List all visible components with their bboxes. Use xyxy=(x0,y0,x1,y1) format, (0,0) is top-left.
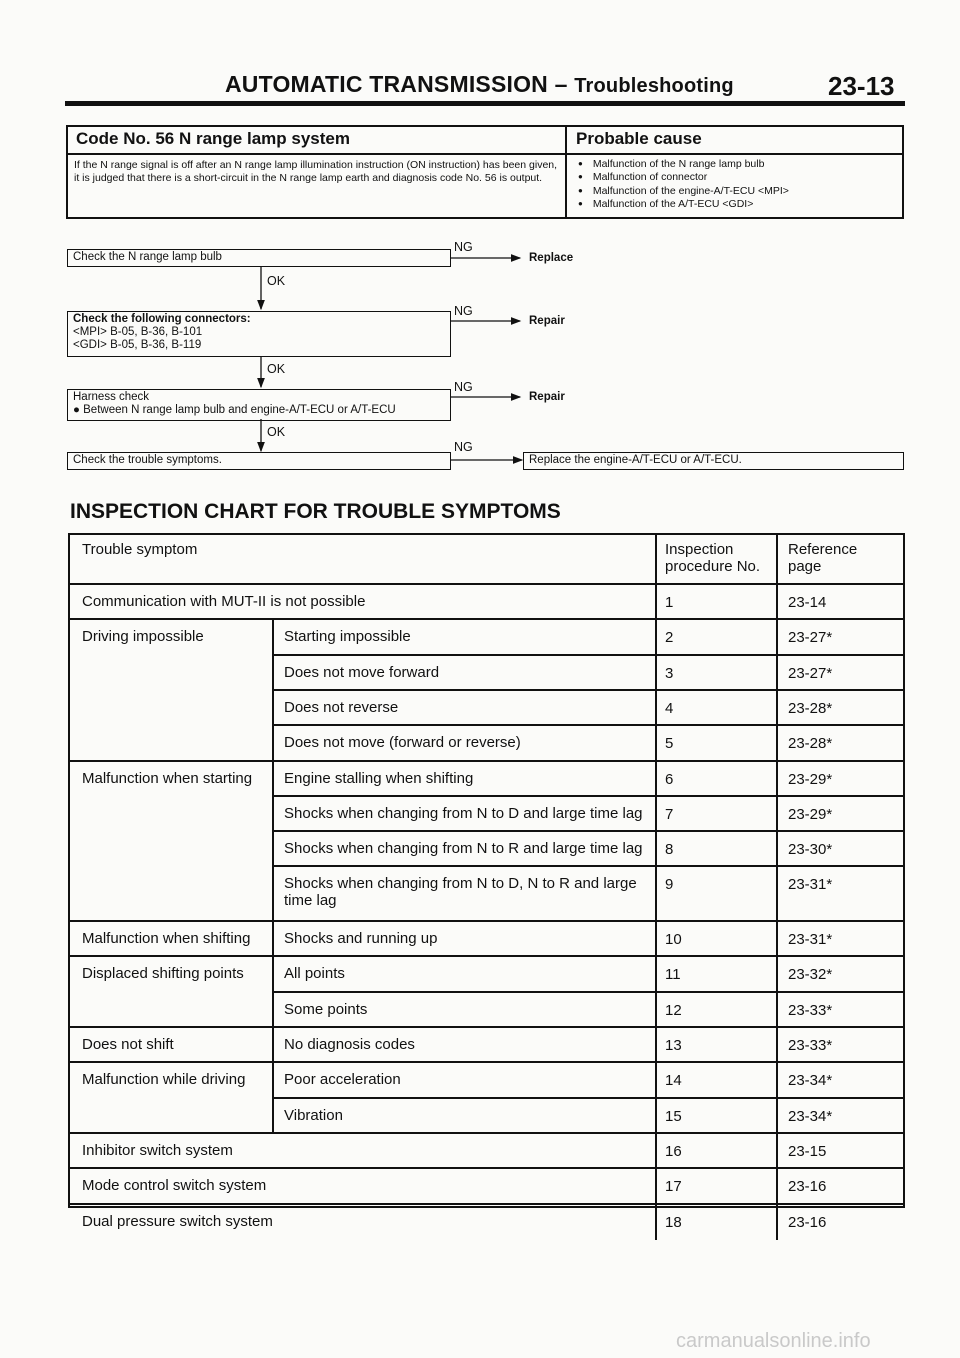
table-rule xyxy=(70,955,903,957)
symptom-group: Does not shift xyxy=(82,1036,174,1053)
symptom-group: Communication with MUT-II is not possible xyxy=(82,593,366,610)
table-rule xyxy=(272,762,274,797)
reference-page: 23-34* xyxy=(788,1072,833,1089)
symptom-group: Malfunction when starting xyxy=(82,770,253,787)
symptom-detail: Some points xyxy=(284,1001,368,1018)
table-rule xyxy=(70,1026,903,1028)
reference-page: 23-31* xyxy=(788,876,833,893)
reference-page: 23-16 xyxy=(788,1214,827,1231)
table-rule xyxy=(272,1028,274,1063)
table-rule xyxy=(272,654,903,656)
ng-label: NG xyxy=(454,304,473,318)
table-rule xyxy=(272,832,274,867)
ng-label: NG xyxy=(454,440,473,454)
procedure-number: 1 xyxy=(665,594,674,611)
reference-page: 23-33* xyxy=(788,1002,833,1019)
symptom-detail: Does not reverse xyxy=(284,699,399,716)
procedure-number: 2 xyxy=(665,629,674,646)
table-rule xyxy=(70,920,903,922)
symptom-detail: No diagnosis codes xyxy=(284,1036,415,1053)
procedure-number: 13 xyxy=(665,1037,682,1054)
reference-page: 23-16 xyxy=(788,1178,827,1195)
flow-action-text: Replace the engine-A/T-ECU or A/T-ECU. xyxy=(529,454,742,466)
flow-step-check-symptoms xyxy=(67,452,451,470)
header-procedure: procedure No. xyxy=(665,558,761,575)
procedure-number: 6 xyxy=(665,771,674,788)
table-rule xyxy=(70,583,903,585)
procedure-number: 14 xyxy=(665,1072,682,1089)
flow-action-repair: Repair xyxy=(529,315,565,327)
table-rule xyxy=(70,1167,903,1169)
header-reference: Reference xyxy=(788,541,858,558)
symptom-detail: Starting impossible xyxy=(284,628,411,645)
flow-step-check-connectors xyxy=(67,311,451,357)
section-subtitle: Troubleshooting xyxy=(574,75,734,97)
reference-page: 23-15 xyxy=(788,1143,827,1160)
header-procedure: Inspection xyxy=(665,541,734,558)
flow-step-check-bulb xyxy=(67,249,451,267)
page-number: 23-13 xyxy=(828,71,895,101)
symptom-group: Malfunction while driving xyxy=(82,1071,246,1088)
table-rule xyxy=(272,724,903,726)
reference-page: 23-27* xyxy=(788,665,833,682)
table-rule xyxy=(272,689,903,691)
reference-page: 23-33* xyxy=(788,1037,833,1054)
procedure-number: 10 xyxy=(665,931,682,948)
table-rule xyxy=(655,535,657,1240)
table-rule xyxy=(70,1061,903,1063)
symptom-detail: Vibration xyxy=(284,1107,343,1124)
procedure-number: 8 xyxy=(665,841,674,858)
procedure-number: 3 xyxy=(665,665,674,682)
symptom-group: Malfunction when shifting xyxy=(82,930,251,947)
flow-step-text: Check the trouble symptoms. xyxy=(73,454,222,466)
symptom-detail: Shocks and running up xyxy=(284,930,438,947)
cause-item: ● Malfunction of the engine-A/T-ECU <MPI> xyxy=(578,185,789,198)
watermark: carmanualsonline.info xyxy=(676,1330,871,1352)
cause-item: ● Malfunction of the N range lamp bulb xyxy=(578,158,789,171)
symptom-group: Driving impossible xyxy=(82,628,204,645)
ng-label: NG xyxy=(454,380,473,394)
table-rule xyxy=(70,760,903,762)
table-rule xyxy=(272,691,274,726)
ok-label: OK xyxy=(267,362,286,376)
reference-page: 23-32* xyxy=(788,966,833,983)
procedure-number: 18 xyxy=(665,1214,682,1231)
table-rule xyxy=(272,656,274,691)
reference-page: 23-28* xyxy=(788,700,833,717)
reference-page: 23-34* xyxy=(788,1108,833,1125)
table-rule xyxy=(272,1063,274,1099)
symptom-detail: Shocks when changing from N to D and large time lag xyxy=(284,805,643,822)
header-reference: page xyxy=(788,558,822,575)
symptom-group: Mode control switch system xyxy=(82,1177,267,1194)
procedure-number: 11 xyxy=(665,966,681,983)
table-rule xyxy=(272,867,274,922)
code-description: If the N range signal is off after an N range lamp illumination instruction (ON instruction) has been given, it is judged that there is a short-circuit in the N range lamp earth and diagnosis code No. 56 is output. xyxy=(74,159,558,184)
table-rule xyxy=(272,795,903,797)
flow-step-harness-check xyxy=(67,389,451,421)
inspection-chart-table xyxy=(68,533,905,1231)
flow-step-text: Check the N range lamp bulb xyxy=(73,251,222,263)
flow-step-text: <MPI> B-05, B-36, B-101 xyxy=(73,326,203,338)
reference-page: 23-30* xyxy=(788,841,833,858)
table-rule xyxy=(272,1099,274,1134)
table-rule xyxy=(272,726,274,762)
flow-action-repair: Repair xyxy=(529,391,565,403)
symptom-detail: Shocks when changing from N to R and large time lag xyxy=(284,840,643,857)
title-dash: – xyxy=(554,71,568,97)
symptom-detail: Engine stalling when shifting xyxy=(284,770,474,787)
symptom-detail: Does not move forward xyxy=(284,664,440,681)
table-rule xyxy=(70,1132,903,1134)
table-rule xyxy=(272,993,274,1028)
table-rule xyxy=(272,1097,903,1099)
reference-page: 23-29* xyxy=(788,806,833,823)
section-title: AUTOMATIC TRANSMISSION xyxy=(225,71,548,97)
inspection-chart-title: INSPECTION CHART FOR TROUBLE SYMPTOMS xyxy=(70,500,561,523)
symptom-group: Dual pressure switch system xyxy=(82,1213,273,1230)
table-rule xyxy=(272,991,903,993)
table-rule xyxy=(272,865,903,867)
flow-step-text: <GDI> B-05, B-36, B-119 xyxy=(73,339,202,351)
table-rule xyxy=(272,957,274,993)
procedure-number: 7 xyxy=(665,806,674,823)
reference-page: 23-27* xyxy=(788,629,833,646)
symptom-detail: All points xyxy=(284,965,345,982)
symptom-detail: Poor acceleration xyxy=(284,1071,401,1088)
ng-label: NG xyxy=(454,240,473,254)
flow-step-text: Check the following connectors: xyxy=(73,313,251,325)
code-heading: Code No. 56 N range lamp system xyxy=(76,129,350,148)
flow-step-text: ● Between N range lamp bulb and engine-A/T-ECU or A/T-ECU xyxy=(73,404,396,416)
symptom-detail: Does not move (forward or reverse) xyxy=(284,734,521,751)
table-rule xyxy=(70,1203,903,1205)
table-rule xyxy=(272,922,274,957)
cause-item: ● Malfunction of the A/T-ECU <GDI> xyxy=(578,198,789,211)
symptom-group: Inhibitor switch system xyxy=(82,1142,233,1159)
header-trouble-symptom: Trouble symptom xyxy=(82,541,198,558)
flow-step-text: Harness check xyxy=(73,391,150,403)
reference-page: 23-31* xyxy=(788,931,833,948)
procedure-number: 4 xyxy=(665,700,674,717)
symptom-group: Displaced shifting points xyxy=(82,965,244,982)
reference-page: 23-14 xyxy=(788,594,827,611)
procedure-number: 15 xyxy=(665,1108,682,1125)
table-rule xyxy=(272,797,274,832)
procedure-number: 5 xyxy=(665,735,674,752)
procedure-number: 16 xyxy=(665,1143,682,1160)
procedure-number: 9 xyxy=(665,876,674,893)
flow-action-replace: Replace xyxy=(529,252,574,264)
table-rule xyxy=(272,620,274,656)
table-rule xyxy=(272,830,903,832)
symptom-detail: Shocks when changing from N to D, N to R and large time lag xyxy=(284,875,637,909)
ok-label: OK xyxy=(267,274,286,288)
cause-item: ● Malfunction of connector xyxy=(578,171,789,184)
reference-page: 23-29* xyxy=(788,771,833,788)
reference-page: 23-28* xyxy=(788,735,833,752)
procedure-number: 12 xyxy=(665,1002,682,1019)
procedure-number: 17 xyxy=(665,1178,682,1195)
probable-cause-heading: Probable cause xyxy=(576,129,702,148)
ok-label: OK xyxy=(267,425,286,439)
table-rule xyxy=(70,618,903,620)
flow-action-replace-ecu xyxy=(523,452,904,470)
table-rule xyxy=(776,535,778,1240)
